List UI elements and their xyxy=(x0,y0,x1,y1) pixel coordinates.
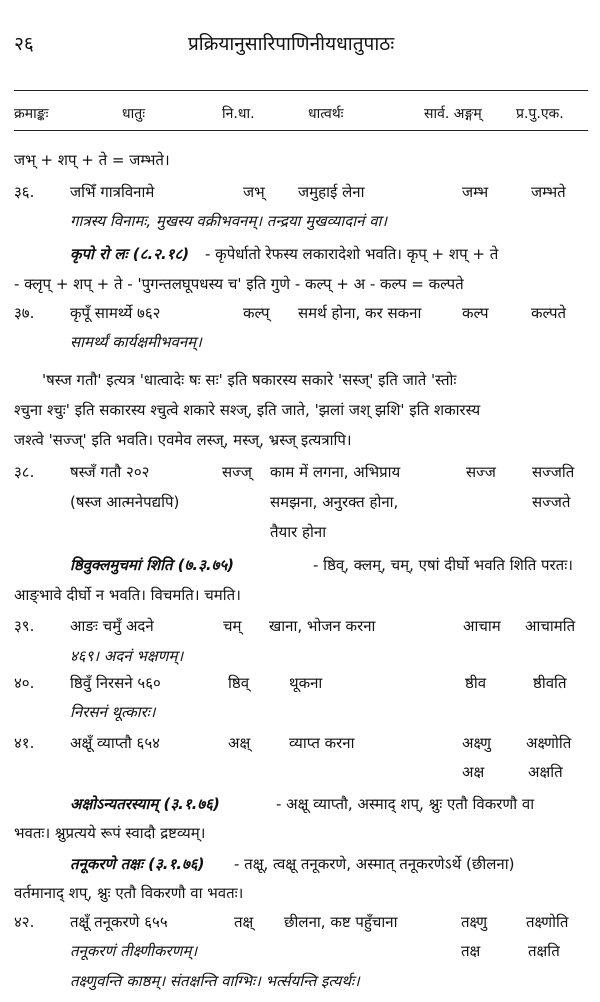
entry-dhatu: कृपूँ सामर्थ्ये ७६२ xyxy=(70,304,161,322)
entry-form: तक्ष्णोति xyxy=(526,913,569,931)
col-serial: क्रमाङ्कः xyxy=(14,106,49,122)
entry-nidha: अक्ष् xyxy=(228,734,251,752)
text-line: - क्लृप् + शप् + ते - 'पुगन्तलघूपधस्य च' इति गुणे - कल्प् + अ - कल्प = कल्पते xyxy=(14,275,464,293)
entry-number: ४१. xyxy=(14,734,35,752)
entry-form: सज्जति xyxy=(532,463,575,481)
text-line: भवतः। श्नुप्रत्यये रूपं स्वादौ द्रष्टव्यम्। xyxy=(14,824,206,842)
entry-form: आचामति xyxy=(525,617,576,635)
sutra-text: - अक्षू व्याप्तौ, अस्माद् शप्, श्नुः एतौ विकरणौ वा xyxy=(276,795,535,813)
sutra-name: तनूकरणे तक्षः (३.१.७६) xyxy=(70,855,205,873)
entry-dhatu: षस्जँ गतौ २०२ xyxy=(70,463,150,481)
sutra-text: - ष्ठिव्, क्लम्, चम्, एषां दीर्घो भवति शिति परतः। xyxy=(313,556,573,574)
entry-form: अक्षति xyxy=(528,763,563,781)
commentary-line: तक्ष्णुवन्ति काष्ठम्। संतक्षन्ति वाग्भिः। भर्त्सयन्ति इत्यर्थः। xyxy=(70,972,360,990)
entry-dhatu: ष्ठिवुँ निरसने ५६० xyxy=(70,674,161,692)
entry-anga: तक्ष xyxy=(461,942,481,960)
entry-form: ष्ठीवति xyxy=(533,674,567,692)
entry-nidha: जभ् xyxy=(243,183,265,201)
sutra-text: - कृपेर्धातो रेफस्य लकारादेशो भवति। कृप् + शप् + ते xyxy=(205,245,499,263)
text-line: जभ् + शप् + ते = जम्भते। xyxy=(14,151,170,169)
entry-form: तक्षति xyxy=(528,942,560,960)
page-title: प्रक्रियानुसारिपाणिनीयधातुपाठः xyxy=(188,33,395,55)
col-dhatu: धातुः xyxy=(122,106,146,122)
entry-form: जम्भते xyxy=(531,183,566,201)
entry-nidha: कल्प् xyxy=(243,304,270,322)
header-rule-bottom xyxy=(14,130,588,131)
entry-meaning: छीलना, कष्ट पहुँचाना xyxy=(284,913,398,931)
entry-dhatu: अक्षूँ व्याप्तौ ६५४ xyxy=(70,734,160,752)
text-line: वर्तमानाद् शप्, श्नुः एतौ विकरणौ वा भवतः। xyxy=(14,884,244,902)
entry-form: सज्जते xyxy=(532,493,571,511)
col-form: प्र.पु.एक. xyxy=(516,106,564,122)
commentary-line: गात्रस्य विनामः, मुखस्य वक्रीभवनम्। तन्द्रया मुखव्यादानं वा। xyxy=(70,212,388,230)
commentary-line: निरसनं थूत्कारः। xyxy=(70,703,156,721)
commentary-line: सामर्थ्यं कार्यक्षमीभवनम्। xyxy=(70,333,202,351)
entry-note: (षस्ज आत्मनेपद्यपि) xyxy=(70,493,180,511)
entry-nidha: तक्ष् xyxy=(234,913,254,931)
entry-meaning: समझना, अनुरक्त होना, xyxy=(270,493,399,511)
entry-anga: आचाम xyxy=(463,617,501,635)
entry-dhatu: आङः चमुँ अदने xyxy=(70,617,154,635)
entry-anga: अक्ष xyxy=(462,763,485,781)
entry-number: ३६. xyxy=(14,183,35,201)
entry-nidha: सज्ज् xyxy=(222,463,252,481)
entry-number: ३७. xyxy=(14,304,35,322)
text-line: आङ्भावे दीर्घो न भवति। विचमति। चमति। xyxy=(14,586,241,604)
sutra-name: अक्षोऽन्यतरस्याम् (३.१.७६) xyxy=(70,795,220,813)
page-number: २६ xyxy=(14,33,34,55)
entry-anga: ष्ठीव xyxy=(465,674,487,692)
entry-anga: सज्ज xyxy=(466,463,496,481)
entry-dhatu: तक्षूँ तनूकरणे ६५५ xyxy=(70,913,168,931)
entry-anga: जम्भ xyxy=(462,183,489,201)
commentary-line: तनूकरणं तीक्ष्णीकरणम्। xyxy=(70,942,198,960)
header-rule-top xyxy=(14,90,588,91)
entry-meaning: जमुहाई लेना xyxy=(298,183,365,201)
entry-meaning: थूकना xyxy=(289,674,323,692)
col-nidha: नि.धा. xyxy=(222,106,255,122)
entry-meaning: तैयार होना xyxy=(270,523,327,541)
entry-nidha: चम् xyxy=(223,617,242,635)
entry-anga: कल्प xyxy=(462,304,489,322)
sutra-text: - तक्षू, त्वक्षू तनूकरणे, अस्मात् तनूकरणेऽर्थे (छीलना) xyxy=(234,855,515,873)
entry-meaning: व्याप्त करना xyxy=(289,734,355,752)
entry-nidha: ष्ठिव् xyxy=(228,674,250,692)
entry-number: ४०. xyxy=(14,674,35,692)
entry-number: ३९. xyxy=(14,617,35,635)
entry-form: कल्पते xyxy=(531,304,567,322)
text-line: जश्त्वे 'सज्ज्' इति भवति। एवमेव लस्ज्, मस्ज्, भ्रस्ज् इत्यत्रापि। xyxy=(14,431,352,449)
entry-meaning: समर्थ होना, कर सकना xyxy=(298,304,422,322)
col-anga: सार्व. अङ्गम् xyxy=(424,106,482,122)
entry-meaning: खाना, भोजन करना xyxy=(269,617,376,635)
col-meaning: धात्वर्थः xyxy=(308,106,344,122)
entry-meaning: काम में लगना, अभिप्राय xyxy=(270,463,401,481)
entry-anga: अक्ष्णु xyxy=(462,734,491,752)
entry-form: अक्ष्णोति xyxy=(526,734,572,752)
sutra-name: ष्ठिवुक्लमुचमां शिति (७.३.७५) xyxy=(70,556,235,574)
entry-number: ३८. xyxy=(14,463,35,481)
text-line: श्चुना श्चुः' इति सकारस्य श्चुत्वे शकारे सश्ज्, इति जाते, 'झलां जश् झशि' इति शकारस्य xyxy=(14,401,481,419)
entry-number: ४२. xyxy=(14,913,35,931)
text-line: 'षस्ज गतौ' इत्यत्र 'धात्वादेः षः सः' इति षकारस्य सकारे 'सस्ज्' इति जाते 'स्तोः xyxy=(42,371,457,389)
entry-anga: तक्ष्णु xyxy=(461,913,488,931)
commentary-line: ४६९। अदनं भक्षणम्। xyxy=(70,647,184,665)
entry-dhatu: जभिँ गात्रविनामे xyxy=(70,183,155,201)
sutra-name: कृपो रो लः (८.२.१८) xyxy=(70,245,190,263)
